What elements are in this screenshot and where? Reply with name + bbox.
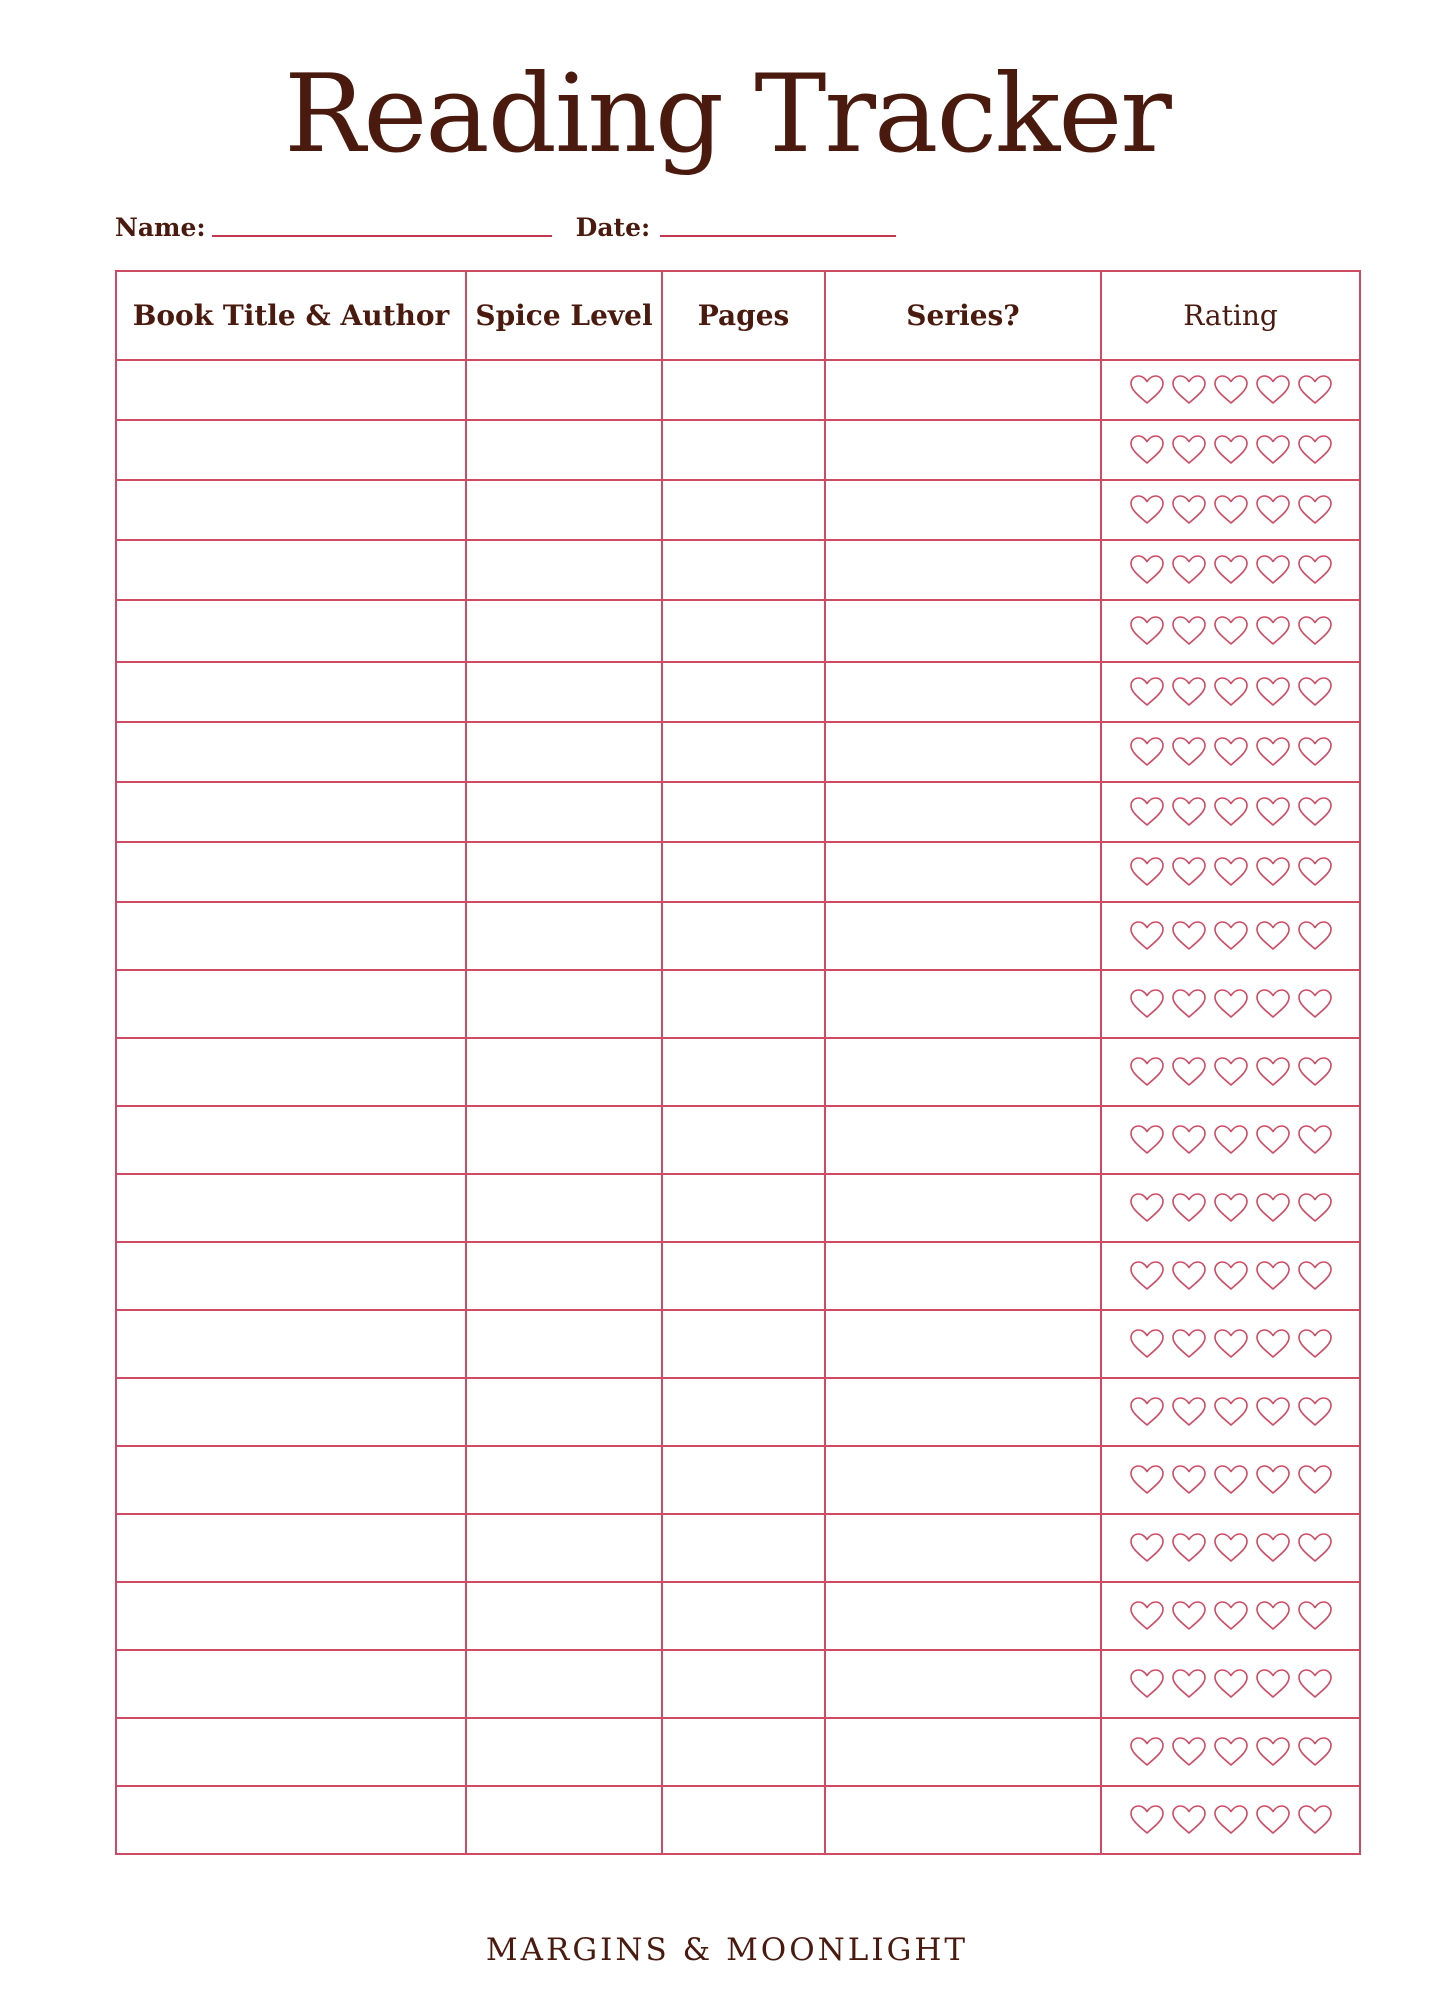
cell-series[interactable] [825,902,1101,970]
heart-icon[interactable] [1255,1260,1291,1292]
cell-rating [1101,1582,1360,1650]
cell-rating [1101,662,1360,722]
rating-hearts [1102,736,1359,768]
heart-icon[interactable] [1171,676,1207,708]
cell-rating [1101,420,1360,480]
cell-book-title[interactable] [116,1786,466,1854]
heart-icon[interactable] [1213,1600,1249,1632]
cell-book-title[interactable] [116,1174,466,1242]
cell-pages[interactable] [662,1514,825,1582]
cell-series[interactable] [825,480,1101,540]
cell-spice-level[interactable] [466,1038,662,1106]
cell-series[interactable] [825,360,1101,420]
table-row [116,842,1360,902]
cell-book-title[interactable] [116,1106,466,1174]
heart-icon[interactable] [1297,988,1333,1020]
cell-spice-level[interactable] [466,480,662,540]
heart-icon[interactable] [1255,988,1291,1020]
cell-rating [1101,842,1360,902]
heart-icon[interactable] [1129,1600,1165,1632]
heart-icon[interactable] [1297,615,1333,647]
rating-hearts [1102,1464,1359,1496]
heart-icon[interactable] [1255,1736,1291,1768]
heart-icon[interactable] [1297,1192,1333,1224]
cell-rating [1101,782,1360,842]
heart-icon[interactable] [1213,615,1249,647]
cell-book-title[interactable] [116,600,466,662]
cell-spice-level[interactable] [466,1582,662,1650]
rating-hearts [1102,920,1359,952]
column-header-rating: Rating [1101,271,1360,360]
heart-icon[interactable] [1213,1124,1249,1156]
heart-icon[interactable] [1171,1804,1207,1836]
heart-icon[interactable] [1171,1260,1207,1292]
heart-icon[interactable] [1255,1464,1291,1496]
rating-hearts [1102,1600,1359,1632]
cell-book-title[interactable] [116,1514,466,1582]
cell-pages[interactable] [662,902,825,970]
heart-icon[interactable] [1129,1124,1165,1156]
heart-icon[interactable] [1255,736,1291,768]
cell-rating [1101,360,1360,420]
heart-icon[interactable] [1297,1124,1333,1156]
cell-spice-level[interactable] [466,1242,662,1310]
heart-icon[interactable] [1129,856,1165,888]
rating-hearts [1102,554,1359,586]
cell-series[interactable] [825,1786,1101,1854]
cell-rating [1101,480,1360,540]
heart-icon[interactable] [1213,1532,1249,1564]
cell-book-title[interactable] [116,1038,466,1106]
rating-hearts [1102,374,1359,406]
cell-pages[interactable] [662,1242,825,1310]
cell-book-title[interactable] [116,902,466,970]
cell-pages[interactable] [662,1174,825,1242]
rating-hearts [1102,1532,1359,1564]
heart-icon[interactable] [1213,1396,1249,1428]
cell-rating [1101,600,1360,662]
heart-icon[interactable] [1213,554,1249,586]
heart-icon[interactable] [1171,1464,1207,1496]
cell-pages[interactable] [662,782,825,842]
cell-book-title[interactable] [116,1310,466,1378]
cell-series[interactable] [825,1378,1101,1446]
cell-pages[interactable] [662,1378,825,1446]
cell-spice-level[interactable] [466,540,662,600]
cell-pages[interactable] [662,662,825,722]
heart-icon[interactable] [1297,1328,1333,1360]
heart-icon[interactable] [1297,494,1333,526]
heart-icon[interactable] [1171,1192,1207,1224]
heart-icon[interactable] [1297,1804,1333,1836]
cell-spice-level[interactable] [466,1514,662,1582]
table-row [116,662,1360,722]
heart-icon[interactable] [1129,988,1165,1020]
rating-hearts [1102,1736,1359,1768]
heart-icon[interactable] [1255,1328,1291,1360]
heart-icon[interactable] [1297,434,1333,466]
table-row [116,1310,1360,1378]
cell-rating [1101,1786,1360,1854]
heart-icon[interactable] [1171,374,1207,406]
rating-hearts [1102,1192,1359,1224]
heart-icon[interactable] [1171,1396,1207,1428]
cell-rating [1101,1446,1360,1514]
heart-icon[interactable] [1129,374,1165,406]
heart-icon[interactable] [1129,1396,1165,1428]
cell-spice-level[interactable] [466,970,662,1038]
rating-hearts [1102,615,1359,647]
cell-spice-level[interactable] [466,1786,662,1854]
rating-hearts [1102,434,1359,466]
table-row [116,970,1360,1038]
cell-book-title[interactable] [116,540,466,600]
table-row [116,360,1360,420]
cell-book-title[interactable] [116,1446,466,1514]
cell-pages[interactable] [662,600,825,662]
heart-icon[interactable] [1297,1260,1333,1292]
heart-icon[interactable] [1129,736,1165,768]
name-field[interactable] [212,235,552,237]
heart-icon[interactable] [1255,1600,1291,1632]
cell-series[interactable] [825,842,1101,902]
heart-icon[interactable] [1255,1668,1291,1700]
cell-book-title[interactable] [116,662,466,722]
table-row [116,722,1360,782]
heart-icon[interactable] [1171,434,1207,466]
heart-icon[interactable] [1171,1736,1207,1768]
cell-series[interactable] [825,1174,1101,1242]
cell-rating [1101,1174,1360,1242]
table-row [116,1650,1360,1718]
cell-rating [1101,1514,1360,1582]
table-row [116,540,1360,600]
heart-icon[interactable] [1297,920,1333,952]
cell-spice-level[interactable] [466,662,662,722]
cell-spice-level[interactable] [466,1106,662,1174]
cell-series[interactable] [825,600,1101,662]
cell-rating [1101,1310,1360,1378]
heart-icon[interactable] [1171,1600,1207,1632]
reading-table [115,270,1361,1855]
cell-spice-level[interactable] [466,1310,662,1378]
heart-icon[interactable] [1171,1328,1207,1360]
cell-rating [1101,1242,1360,1310]
rating-hearts [1102,1328,1359,1360]
heart-icon[interactable] [1129,796,1165,828]
cell-series[interactable] [825,1718,1101,1786]
cell-spice-level[interactable] [466,722,662,782]
rating-hearts [1102,1668,1359,1700]
cell-pages[interactable] [662,1582,825,1650]
cell-book-title[interactable] [116,360,466,420]
cell-rating [1101,540,1360,600]
table-row [116,1038,1360,1106]
column-header-series: Series? [825,271,1101,360]
heart-icon[interactable] [1213,1192,1249,1224]
heart-icon[interactable] [1255,554,1291,586]
heart-icon[interactable] [1297,796,1333,828]
table-row [116,1718,1360,1786]
cell-pages[interactable] [662,1718,825,1786]
table-row [116,600,1360,662]
cell-pages[interactable] [662,480,825,540]
heart-icon[interactable] [1213,434,1249,466]
heart-icon[interactable] [1129,1464,1165,1496]
column-header-spice: Spice Level [466,271,662,360]
heart-icon[interactable] [1255,1192,1291,1224]
heart-icon[interactable] [1255,1124,1291,1156]
cell-spice-level[interactable] [466,1174,662,1242]
page-title: Reading Tracker [284,52,1170,177]
cell-book-title[interactable] [116,722,466,782]
heart-icon[interactable] [1255,796,1291,828]
cell-rating [1101,1650,1360,1718]
cell-book-title[interactable] [116,1242,466,1310]
heart-icon[interactable] [1213,988,1249,1020]
heart-icon[interactable] [1129,1736,1165,1768]
heart-icon[interactable] [1255,1396,1291,1428]
cell-series[interactable] [825,1242,1101,1310]
date-label: Date: [575,213,651,242]
cell-pages[interactable] [662,842,825,902]
cell-rating [1101,722,1360,782]
table-row [116,1582,1360,1650]
cell-rating [1101,1038,1360,1106]
heart-icon[interactable] [1171,988,1207,1020]
table-row [116,902,1360,970]
heart-icon[interactable] [1255,1056,1291,1088]
footer-brand: MARGINS & MOONLIGHT [485,1932,969,1968]
cell-series[interactable] [825,1106,1101,1174]
heart-icon[interactable] [1171,615,1207,647]
table-row [116,782,1360,842]
meta-fields [115,213,896,242]
cell-pages[interactable] [662,540,825,600]
cell-book-title[interactable] [116,842,466,902]
cell-pages[interactable] [662,1446,825,1514]
cell-series[interactable] [825,420,1101,480]
heart-icon[interactable] [1129,434,1165,466]
heart-icon[interactable] [1129,554,1165,586]
table-row [116,1242,1360,1310]
heart-icon[interactable] [1171,1532,1207,1564]
cell-spice-level[interactable] [466,1378,662,1446]
heart-icon[interactable] [1129,494,1165,526]
heart-icon[interactable] [1129,1328,1165,1360]
cell-book-title[interactable] [116,970,466,1038]
cell-pages[interactable] [662,1038,825,1106]
table-row [116,1378,1360,1446]
column-header-title: Book Title & Author [116,271,466,360]
cell-series[interactable] [825,1514,1101,1582]
rating-hearts [1102,856,1359,888]
heart-icon[interactable] [1213,736,1249,768]
heart-icon[interactable] [1171,856,1207,888]
cell-book-title[interactable] [116,480,466,540]
cell-pages[interactable] [662,420,825,480]
table-row [116,1106,1360,1174]
cell-series[interactable] [825,1038,1101,1106]
heart-icon[interactable] [1255,856,1291,888]
cell-spice-level[interactable] [466,600,662,662]
heart-icon[interactable] [1297,1396,1333,1428]
heart-icon[interactable] [1213,920,1249,952]
rating-hearts [1102,494,1359,526]
cell-pages[interactable] [662,1106,825,1174]
table-row [116,1514,1360,1582]
heart-icon[interactable] [1171,1124,1207,1156]
heart-icon[interactable] [1297,856,1333,888]
cell-pages[interactable] [662,1310,825,1378]
column-header-pages: Pages [662,271,825,360]
cell-rating [1101,902,1360,970]
heart-icon[interactable] [1297,1668,1333,1700]
heart-icon[interactable] [1213,676,1249,708]
rating-hearts [1102,1260,1359,1292]
heart-icon[interactable] [1297,676,1333,708]
cell-pages[interactable] [662,1786,825,1854]
heart-icon[interactable] [1297,1532,1333,1564]
table-row [116,420,1360,480]
heart-icon[interactable] [1171,920,1207,952]
heart-icon[interactable] [1129,920,1165,952]
heart-icon[interactable] [1129,1804,1165,1836]
cell-spice-level[interactable] [466,420,662,480]
heart-icon[interactable] [1129,1532,1165,1564]
cell-spice-level[interactable] [466,360,662,420]
table-body [116,360,1360,1854]
rating-hearts [1102,676,1359,708]
cell-pages[interactable] [662,360,825,420]
cell-spice-level[interactable] [466,902,662,970]
heart-icon[interactable] [1171,796,1207,828]
cell-rating [1101,1718,1360,1786]
cell-spice-level[interactable] [466,782,662,842]
heart-icon[interactable] [1213,796,1249,828]
rating-hearts [1102,1056,1359,1088]
heart-icon[interactable] [1213,374,1249,406]
cell-spice-level[interactable] [466,1718,662,1786]
heart-icon[interactable] [1129,1192,1165,1224]
cell-rating [1101,1378,1360,1446]
cell-series[interactable] [825,1582,1101,1650]
cell-spice-level[interactable] [466,842,662,902]
rating-hearts [1102,1396,1359,1428]
heart-icon[interactable] [1213,1260,1249,1292]
name-label: Name: [115,213,206,242]
heart-icon[interactable] [1129,676,1165,708]
date-field[interactable] [660,235,896,237]
heart-icon[interactable] [1129,615,1165,647]
heart-icon[interactable] [1255,434,1291,466]
heart-icon[interactable] [1213,1668,1249,1700]
heart-icon[interactable] [1255,615,1291,647]
heart-icon[interactable] [1297,1736,1333,1768]
cell-series[interactable] [825,782,1101,842]
heart-icon[interactable] [1255,920,1291,952]
heart-icon[interactable] [1171,736,1207,768]
cell-book-title[interactable] [116,1718,466,1786]
cell-book-title[interactable] [116,420,466,480]
heart-icon[interactable] [1255,494,1291,526]
cell-book-title[interactable] [116,1378,466,1446]
heart-icon[interactable] [1297,374,1333,406]
cell-rating [1101,1106,1360,1174]
heart-icon[interactable] [1129,1668,1165,1700]
cell-spice-level[interactable] [466,1650,662,1718]
cell-rating [1101,970,1360,1038]
table-row [116,1446,1360,1514]
heart-icon[interactable] [1129,1056,1165,1088]
heart-icon[interactable] [1297,1600,1333,1632]
heart-icon[interactable] [1213,1804,1249,1836]
cell-series[interactable] [825,1650,1101,1718]
heart-icon[interactable] [1171,554,1207,586]
cell-series[interactable] [825,662,1101,722]
rating-hearts [1102,796,1359,828]
rating-hearts [1102,1804,1359,1836]
cell-book-title[interactable] [116,1650,466,1718]
heart-icon[interactable] [1213,1464,1249,1496]
heart-icon[interactable] [1213,1056,1249,1088]
heart-icon[interactable] [1255,676,1291,708]
cell-book-title[interactable] [116,782,466,842]
heart-icon[interactable] [1297,1056,1333,1088]
cell-series[interactable] [825,1310,1101,1378]
heart-icon[interactable] [1213,856,1249,888]
heart-icon[interactable] [1213,1328,1249,1360]
cell-pages[interactable] [662,970,825,1038]
header-row [116,271,1360,360]
cell-series[interactable] [825,1446,1101,1514]
heart-icon[interactable] [1171,1056,1207,1088]
rating-hearts [1102,988,1359,1020]
table-row [116,480,1360,540]
heart-icon[interactable] [1297,554,1333,586]
cell-pages[interactable] [662,722,825,782]
heart-icon[interactable] [1297,736,1333,768]
cell-series[interactable] [825,540,1101,600]
cell-series[interactable] [825,970,1101,1038]
heart-icon[interactable] [1213,494,1249,526]
rating-hearts [1102,1124,1359,1156]
cell-pages[interactable] [662,1650,825,1718]
heart-icon[interactable] [1255,1532,1291,1564]
cell-spice-level[interactable] [466,1446,662,1514]
heart-icon[interactable] [1171,1668,1207,1700]
cell-book-title[interactable] [116,1582,466,1650]
heart-icon[interactable] [1129,1260,1165,1292]
heart-icon[interactable] [1213,1736,1249,1768]
table-row [116,1786,1360,1854]
heart-icon[interactable] [1171,494,1207,526]
table-row [116,1174,1360,1242]
cell-series[interactable] [825,722,1101,782]
heart-icon[interactable] [1255,1804,1291,1836]
heart-icon[interactable] [1255,374,1291,406]
heart-icon[interactable] [1297,1464,1333,1496]
